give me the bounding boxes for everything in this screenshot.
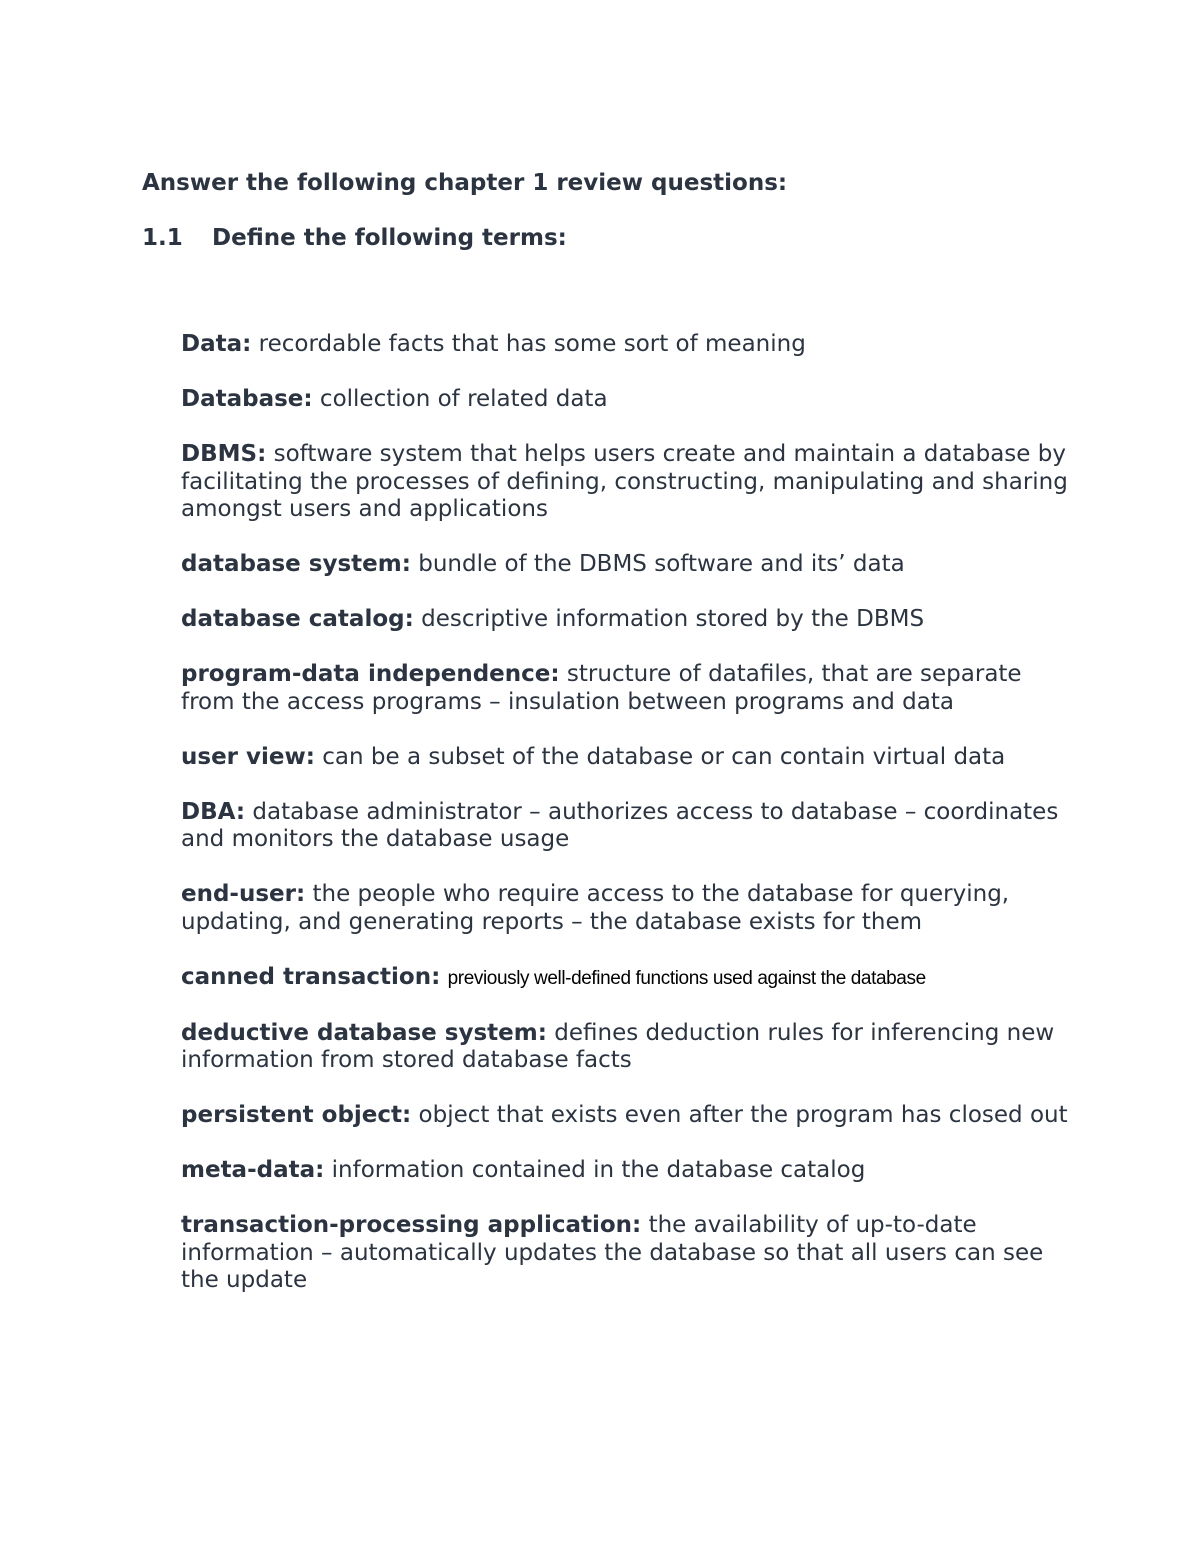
definition-end-user [181, 881, 1081, 936]
definition-text: the availability of up-to-date information – automatically updates the database so that all users can see the update [181, 1212, 1044, 1293]
definition-dbms [181, 441, 1081, 524]
definition-data [181, 331, 1081, 359]
definition-term: Data: [181, 331, 252, 357]
definition-term: DBA: [181, 798, 246, 825]
definition-term: Database: [181, 386, 313, 412]
definition-term: DBMS: [181, 441, 267, 467]
definition-term: database catalog: [181, 606, 414, 632]
definition-text: recordable facts that has some sort of meaning [258, 331, 806, 357]
definition-deductive-database-system [181, 1020, 1081, 1075]
definition-text: can be a subset of the database or can contain virtual data [322, 743, 1006, 770]
definition-term: end-user: [181, 881, 306, 907]
definition-database [181, 386, 1081, 414]
definition-text: structure of datafiles, that are separate from the access programs – insulation between programs and data [181, 661, 1022, 715]
definition-text: previously well-defined functions used against the database [447, 967, 926, 989]
definition-text: defines deduction rules for inferencing new information from stored database facts [181, 1019, 1055, 1073]
definition-term: user view: [181, 743, 315, 770]
definition-persistent-object [181, 1102, 1081, 1130]
definition-transaction-processing-application [181, 1212, 1081, 1295]
definition-program-data-independence [181, 661, 1081, 716]
definition-term: deductive database system: [181, 1019, 547, 1046]
definition-text: bundle of the DBMS software and its’ data [418, 551, 905, 577]
definition-canned-transaction [181, 964, 1081, 993]
definition-text: object that exists even after the program has closed out [418, 1102, 1068, 1128]
definition-meta-data [181, 1157, 1081, 1185]
definition-term: meta-data: [181, 1157, 325, 1183]
definition-database-system [181, 551, 1081, 579]
definition-user-view [181, 744, 1081, 772]
definition-list [181, 331, 1081, 1322]
definition-text: information contained in the database catalog [331, 1157, 866, 1183]
definition-term: program-data independence: [181, 661, 560, 687]
definition-text: database administrator – authorizes access to database – coordinates and monitors the database usage [181, 798, 1059, 852]
definition-text: descriptive information stored by the DBMS [421, 606, 925, 632]
definition-term: persistent object: [181, 1102, 412, 1128]
page-heading: Answer the following chapter 1 review questions: [142, 170, 788, 196]
definition-text: the people who require access to the database for querying, updating, and generating reports – the database exists for them [181, 881, 1010, 935]
definition-term: canned transaction: [181, 963, 441, 990]
definition-term: transaction-processing application: [181, 1212, 642, 1238]
definition-text: software system that helps users create and maintain a database by facilitating the processes of defining, constructing, manipulating and sharing amongst users and applications [181, 441, 1068, 522]
question-number: 1.1 [142, 225, 183, 251]
question-text: Define the following terms: [212, 225, 567, 251]
question-heading [142, 223, 567, 253]
definition-dba [181, 799, 1081, 854]
definition-database-catalog [181, 606, 1081, 634]
definition-text: collection of related data [319, 386, 608, 412]
definition-term: database system: [181, 551, 411, 577]
